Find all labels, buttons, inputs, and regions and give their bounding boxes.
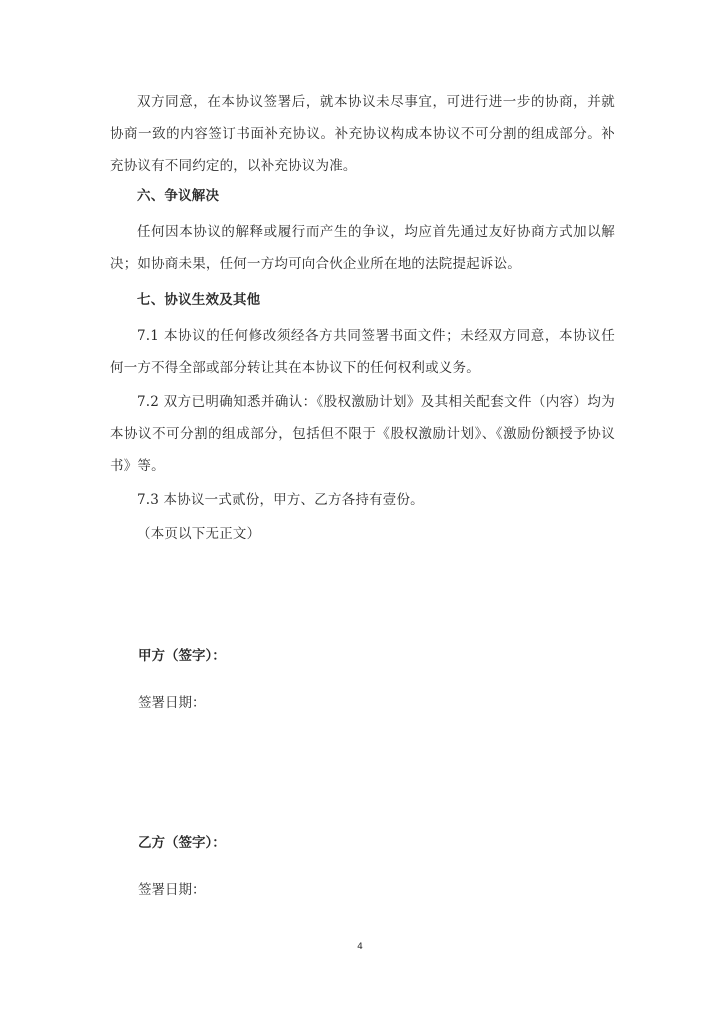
party-b-signature-label: 乙方（签字）： [138, 835, 226, 851]
paragraph-supplementary-agreement [110, 86, 615, 182]
no-text-note [137, 518, 642, 550]
heading-effectiveness-other: 七、协议生效及其他 [137, 292, 261, 308]
party-a-signature-label: 甲方（签字）： [138, 648, 226, 664]
note-text: （本页以下无正文） [137, 526, 261, 542]
clause-7-3 [110, 484, 615, 516]
paragraph-text: 双方同意，在本协议签署后，就本协议未尽事宜，可进行进一步的协商，并就协商一致的内容签订书面补充协议。补充协议构成本协议不可分割的组成部分。补充协议有不同约定的，以补充协议为准。 [110, 94, 615, 174]
party-a-date-label: 签署日期： [138, 695, 206, 711]
page-number: 4 [357, 942, 363, 952]
section-heading-7 [110, 284, 615, 316]
section-heading-6 [110, 180, 615, 212]
party-b-date-label: 签署日期： [138, 882, 206, 898]
paragraph-dispute-resolution [110, 216, 615, 280]
heading-dispute-resolution: 六、争议解决 [137, 188, 220, 204]
paragraph-text: 7.3 本协议一式贰份，甲方、乙方各持有壹份。 [137, 492, 424, 508]
paragraph-text: 7.2 双方已明确知悉并确认：《股权激励计划》及其相关配套文件（内容）均为本协议不可分割的组成部分，包括但不限于《股权激励计划》、《激励份额授予协议书》等。 [110, 394, 615, 474]
clause-7-2 [110, 386, 615, 482]
clause-7-1 [110, 320, 615, 384]
paragraph-text: 任何因本协议的解释或履行而产生的争议，均应首先通过友好协商方式加以解决；如协商未果，任何一方均可向合伙企业所在地的法院提起诉讼。 [110, 224, 615, 272]
paragraph-text: 7.1 本协议的任何修改须经各方共同签署书面文件；未经双方同意，本协议任何一方不得全部或部分转让其在本协议下的任何权利或义务。 [110, 328, 615, 376]
